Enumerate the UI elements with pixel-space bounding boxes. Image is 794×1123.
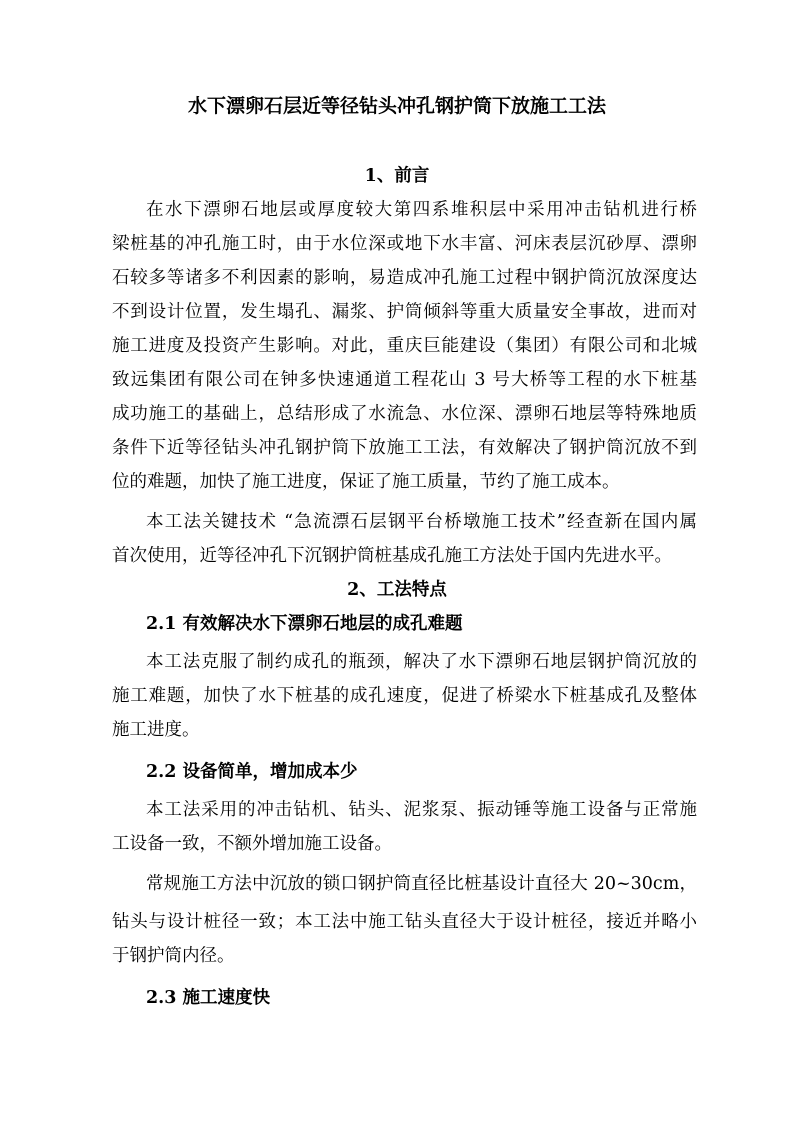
paragraph-line: 首次使用，近等径冲孔下沉钢护筒桩基成孔施工方法处于国内先进水平。 — [112, 546, 672, 566]
paragraph-line: 致远集团有限公司在钟多快速通道工程花山 3 号大桥等工程的水下桩基 — [112, 370, 697, 390]
paragraph-line: 工设备一致，不额外增加施工设备。 — [112, 834, 392, 854]
paragraph-line: 石较多等诸多不利因素的影响，易造成冲孔施工过程中钢护筒沉放深度达 — [112, 268, 697, 288]
paragraph-line: 条件下近等径钻头冲孔钢护筒下放施工工法，有效解决了钢护筒沉放不到 — [112, 438, 697, 458]
paragraph-line: 常规施工方法中沉放的锁口钢护筒直径比桩基设计直径大 20~30cm， — [146, 874, 697, 894]
paragraph-line: 钻头与设计桩径一致；本工法中施工钻头直径大于设计桩径，接近并略小 — [112, 912, 697, 932]
subsection-2-3-heading: 2.3 施工速度快 — [146, 988, 271, 1008]
subsection-2-1-heading: 2.1 有效解决水下漂卵石地层的成孔难题 — [146, 614, 463, 634]
paragraph-line: 位的难题，加快了施工进度，保证了施工质量，节约了施工成本。 — [112, 472, 620, 492]
paragraph-line: 本工法克服了制约成孔的瓶颈，解决了水下漂卵石地层钢护筒沉放的 — [146, 652, 697, 672]
paragraph-line: 本工法关键技术 “急流漂石层钢平台桥墩施工技术”经查新在国内属 — [146, 512, 697, 532]
paragraph-line: 在水下漂卵石地层或厚度较大第四系堆积层中采用冲击钻机进行桥 — [146, 200, 697, 220]
paragraph-line: 施工进度及投资产生影响。对此，重庆巨能建设（集团）有限公司和北城 — [112, 336, 697, 356]
paragraph-line: 不到设计位置，发生塌孔、漏浆、护筒倾斜等重大质量安全事故，进而对 — [112, 302, 697, 322]
section-2-heading: 2、工法特点 — [347, 580, 447, 600]
paragraph-line: 于钢护筒内径。 — [112, 946, 235, 966]
paragraph-line: 梁桩基的冲孔施工时，由于水位深或地下水丰富、河床表层沉砂厚、漂卵 — [112, 234, 697, 254]
section-1-heading: 1、前言 — [364, 166, 430, 186]
subsection-2-2-heading: 2.2 设备简单，增加成本少 — [146, 762, 358, 782]
paragraph-line: 本工法采用的冲击钻机、钻头、泥浆泵、振动锤等施工设备与正常施 — [146, 800, 697, 820]
paragraph-line: 施工进度。 — [112, 720, 200, 740]
paragraph-line: 成功施工的基础上，总结形成了水流急、水位深、漂卵石地层等特殊地质 — [112, 404, 697, 424]
paragraph-line: 施工难题，加快了水下桩基的成孔速度，促进了桥梁水下桩基成孔及整体 — [112, 686, 697, 706]
document-title: 水下漂卵石层近等径钻头冲孔钢护筒下放施工工法 — [187, 95, 606, 117]
